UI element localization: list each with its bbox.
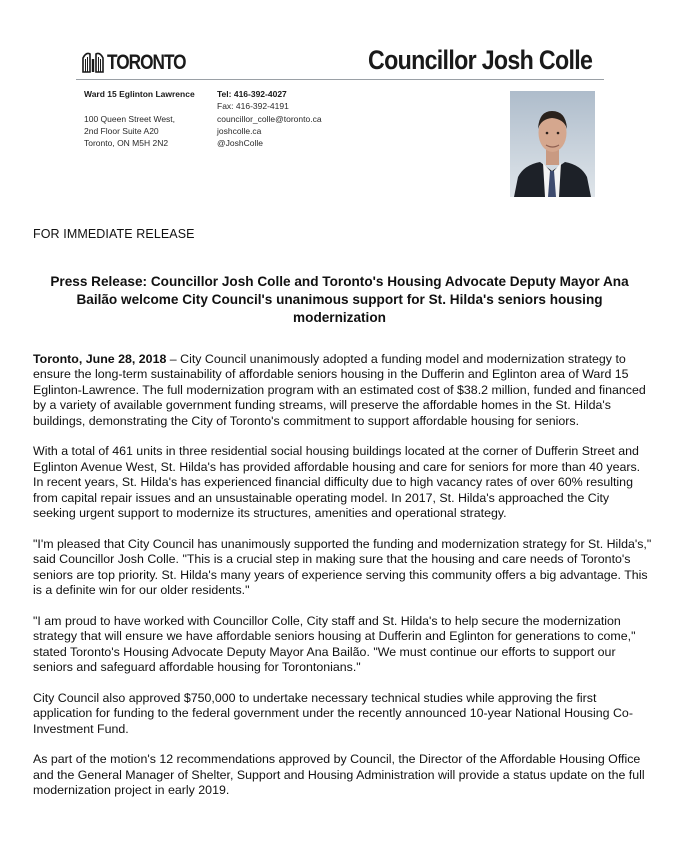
- paragraph: "I'm pleased that City Council has unanimously supported the funding and modernization strategy for St. Hilda's," said Councillor Josh Colle. "This is a crucial step in making sure that the housing and care needs of Toronto's seniors are top priority. St. Hilda's many years of experience serving this community offers a big advantage. This is a definite win for our older residents.": [33, 536, 652, 598]
- paragraph: "I am proud to have worked with Councillor Colle, City staff and St. Hilda's to help secure the modernization strategy that will ensure we have affordable seniors housing at Dufferin and Eglinton for generations to come," stated Toronto's Housing Advocate Deputy Mayor Ana Bailão. "We must continue our efforts to support our seniors and safeguard affordable housing for Torontonians.": [33, 613, 636, 675]
- email-link[interactable]: councillor_colle@toronto.ca: [217, 114, 322, 124]
- letterhead: [0, 0, 679, 200]
- press-release-headline: Press Release: Councillor Josh Colle and Toronto's Housing Advocate Deputy Mayor Ana Bailão welcome City Council's unanimous support for St. Hilda's seniors housing modernization: [50, 274, 629, 325]
- councillor-photo: [510, 91, 595, 197]
- paragraph-text: – City Council unanimously adopted a funding model and modernization strategy to ensure the long-term sustainability of affordable seniors housing in the Dufferin and Eglinton area of Ward 15 Eglinton-Lawrence. The full modernization program with an estimated cost of $38.2 million, funded and financed by a variety of available government funding streams, will preserve the affordable homes in the St. Hilda's buildings, demonstrating the City of Toronto's commitment to support affordable housing for seniors.: [33, 352, 646, 428]
- header-divider: [76, 79, 604, 80]
- fax: Fax: 416-392-4191: [217, 101, 289, 111]
- telephone: Tel: 416-392-4027: [217, 89, 287, 99]
- phone-block: [217, 88, 289, 112]
- twitter-handle[interactable]: @JoshColle: [217, 138, 263, 148]
- paragraph: With a total of 461 units in three residential social housing buildings located at the corner of Dufferin Street and Eglinton Avenue West, St. Hilda's has provided affordable housing and care for seniors for more than 40 years. In recent years, St. Hilda's has experienced financial difficulty due to high vacancy rates of over 60% resulting from capital repair issues and an unsustainable operating model. In 2017, St. Hilda's approached the City seeking urgent support to modernize its structures, amenities and operational strategy.: [33, 444, 641, 521]
- address-line: 100 Queen Street West,: [84, 114, 176, 124]
- logo-wordmark: TORONTO: [107, 51, 186, 74]
- online-contact: [217, 113, 322, 149]
- address-line: 2nd Floor Suite A20: [84, 126, 159, 136]
- article-body: [33, 352, 653, 814]
- ward-label: Ward 15 Eglinton Lawrence: [84, 89, 195, 99]
- release-label: FOR IMMEDIATE RELEASE: [33, 227, 195, 241]
- address-line: Toronto, ON M5H 2N2: [84, 138, 169, 148]
- city-logo: [82, 49, 203, 73]
- councillor-title: Councillor Josh Colle: [368, 45, 593, 75]
- office-address: [84, 113, 175, 149]
- dateline: Toronto, June 28, 2018: [33, 352, 167, 366]
- website-link[interactable]: joshcolle.ca: [217, 126, 262, 136]
- paragraph: As part of the motion's 12 recommendations approved by Council, the Director of the Affordable Housing Office and the General Manager of Shelter, Support and Housing Administration will provide a status update on the full modernization project in early 2019.: [33, 752, 645, 798]
- paragraph: City Council also approved $750,000 to undertake necessary technical studies while approving the first application for funding to the federal government under the recently announced 10-year National Housing Co-Investment Fund.: [33, 690, 633, 736]
- city-hall-icon: [82, 51, 104, 73]
- paragraph: [33, 352, 653, 429]
